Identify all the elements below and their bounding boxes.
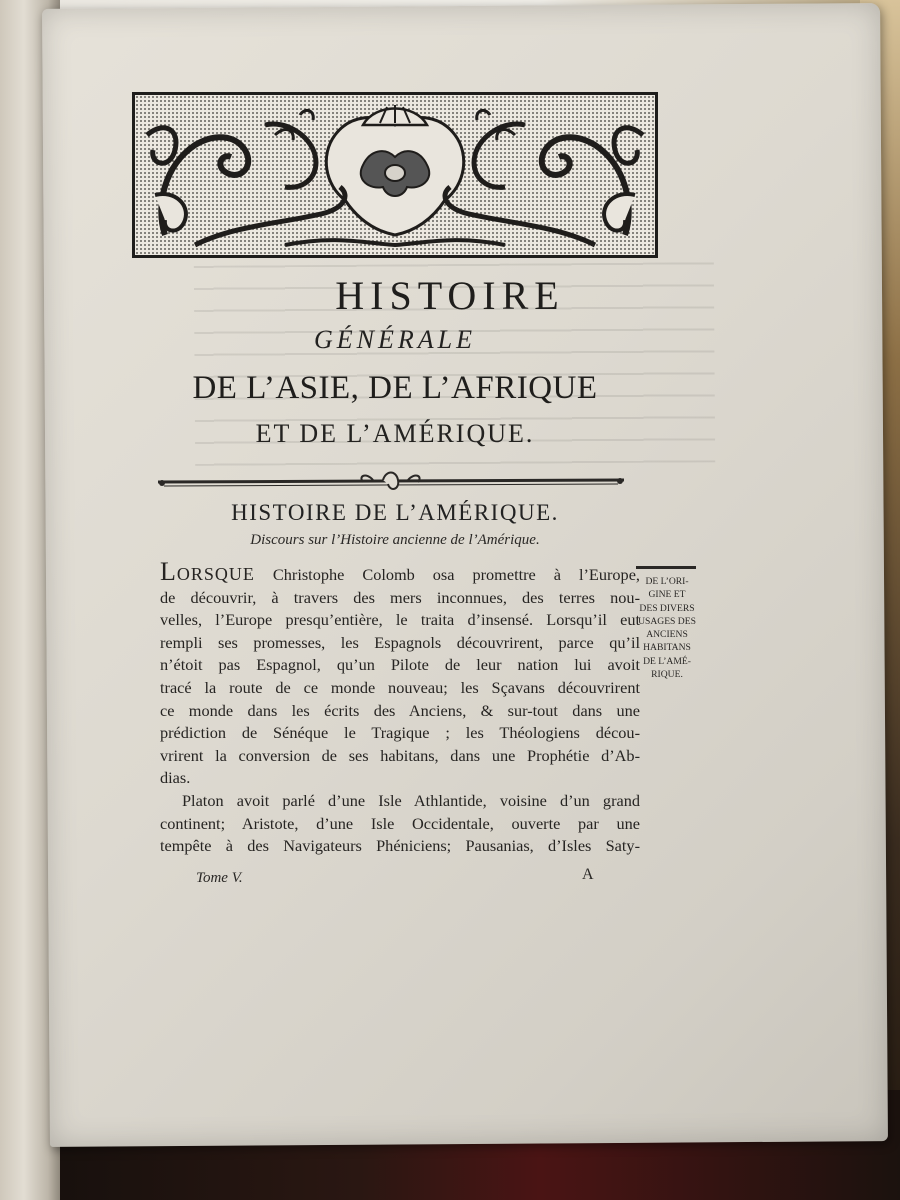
margin-note-line: RIQUE. [651,669,683,681]
paragraph-line: ce monde dans les écrits des Anciens, & sur-tout dans une [160,700,640,720]
page-footer [196,866,596,894]
margin-note-line: HABITANS [643,642,691,654]
signature-mark: A [582,866,594,883]
margin-note-line: ANCIENS [646,629,688,641]
paragraph-line: rempli ses promesses, les Espagnols découvrirent, parce qu’il [160,632,640,652]
opening-word: Lorsque [160,557,255,586]
paragraph-line: n’étoit pas Espagnol, qu’un Pilote de leur nation lui avoit [160,655,640,675]
margin-note-line: DE L’AMÉ- [643,655,691,667]
title-asie-afrique: DE L’ASIE, DE L’AFRIQUE [192,370,598,406]
margin-note-line: GINE ET [648,589,686,601]
title-amerique: ET DE L’AMÉRIQUE. [255,419,535,448]
section-subheading: Discours sur l’Histoire ancienne de l’Amérique. [250,532,540,548]
paragraph-line: Platon avoit parlé d’une Isle Athlantide, voisine d’un grand [182,790,640,810]
body-text [160,557,640,858]
volume-label: Tome V. [196,870,243,886]
margin-note-line: DES DIVERS [639,602,695,614]
paragraph-line: de découvrir, à travers des mers inconnues, des terres nou- [160,587,640,607]
margin-note-line: USAGES DES [638,615,696,627]
headpiece-engraving [135,95,655,255]
title-generale: GÉNÉRALE [314,325,476,354]
ornamental-rule [158,466,624,496]
title-histoire: HISTOIRE [335,273,565,318]
paragraph-line: dias. [160,768,191,788]
paragraph-line: continent; Aristote, d’une Isle Occidentale, ouverte par une [160,813,640,833]
section-heading: HISTOIRE DE L’AMÉRIQUE. [231,500,559,525]
margin-note-line: DE L’ORI- [645,576,689,587]
paragraph-line: prédiction de Sénéque le Tragique ; les Théologiens décou- [160,723,640,743]
paragraph-line: velles, l’Europe presqu’entière, le traita d’insensé. Lorsqu’il eut [160,610,640,630]
margin-note [632,566,702,681]
paragraph-line: tracé la route de ce monde nouveau; les Sçavans découvrirent [160,677,640,697]
margin-rule [636,566,696,569]
ornamental-headpiece [132,92,658,258]
paragraph-line: Lorsque Christophe Colomb osa promettre à l’Europe, [160,557,640,586]
paragraph-line: tempête à des Navigateurs Phéniciens; Pausanias, d’Isles Saty- [160,836,640,856]
paragraph-line: vrirent la conversion de ses habitans, dans une Prophétie d’Ab- [160,745,640,765]
